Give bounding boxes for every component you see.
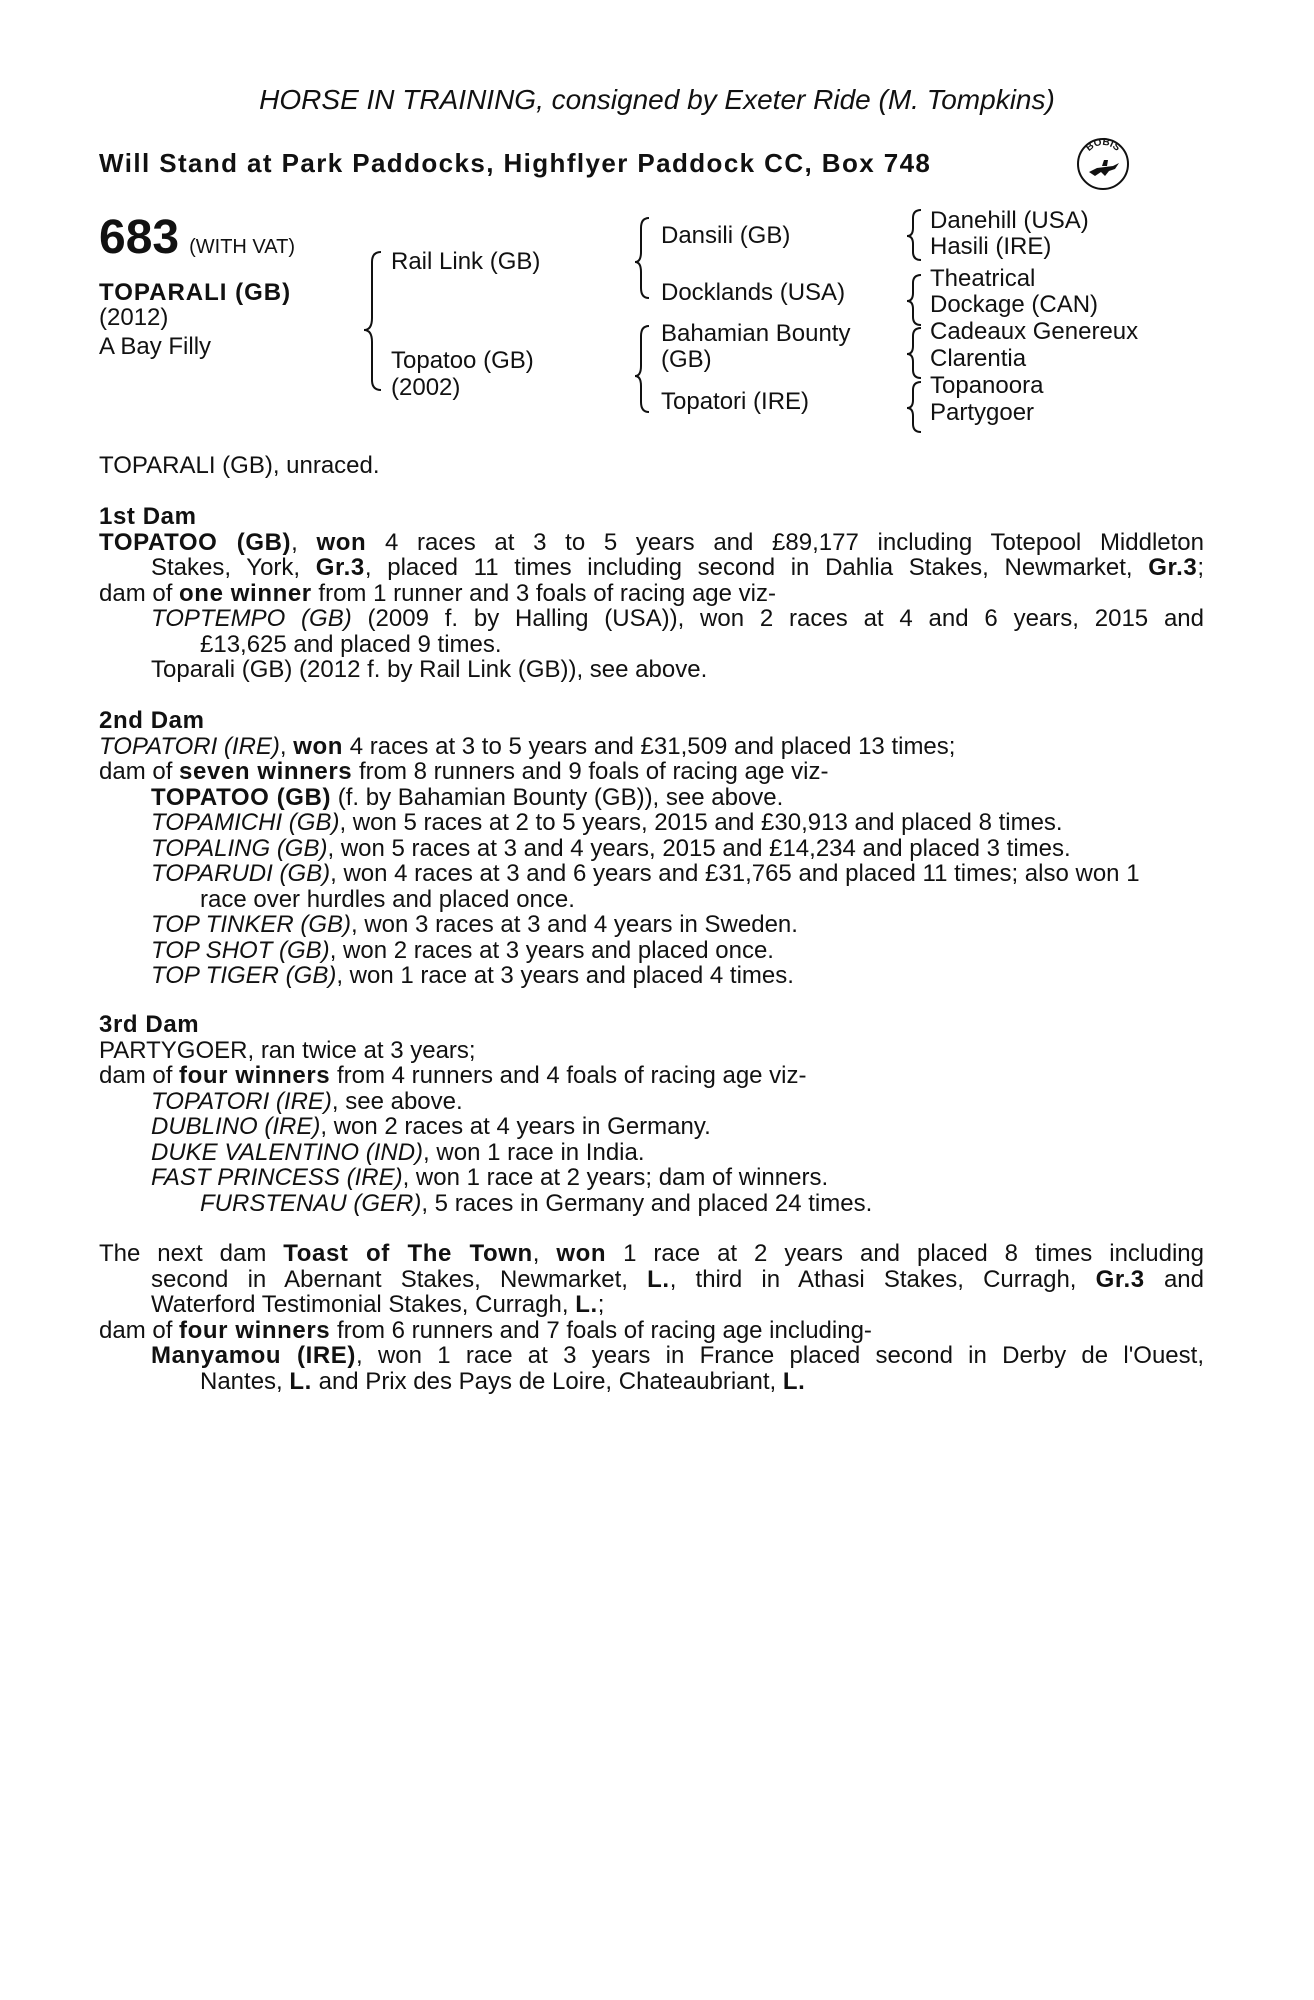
dam-name: TOPATOO (GB): [99, 528, 292, 556]
pedigree-dam: Topatoo (GB): [391, 347, 534, 374]
pedigree-sire-sire: Dansili (GB): [661, 222, 791, 249]
third-dam-section: 3rd Dam PARTYGOER, ran twice at 3 years; dam of four winners from 4 runners and 4 foals of racing age viz- TOPATORI (IRE), see above. DUBLINO (IRE), won 2 races at 4 years in Germany. DUKE VALENTINO (IND), won 1 race in India. FAST PRINCESS (IRE), won 1 race at 2 years; dam of winners. FURSTENAU (GER), 5 races in Germany and placed 24 times.: [99, 1012, 1204, 1216]
pedigree-g6: Clarentia: [930, 345, 1027, 372]
lot-vat: (WITH VAT): [189, 236, 295, 258]
offspring-name: TOPTEMPO (GB): [151, 605, 352, 632]
pedigree-g2: Hasili (IRE): [930, 233, 1052, 260]
lot-number: 683: [99, 211, 180, 264]
third-dam-heading: 3rd Dam: [99, 1011, 200, 1038]
horse-year: (2012): [99, 304, 169, 331]
next-dam-section: The next dam Toast of The Town, won 1 race at 2 years and placed 8 times including second in Abernant Stakes, Newmarket, L., third in Athasi Stakes, Curragh, Gr.3 and Waterford Testimonial Stakes, Curragh, L.; dam of four winners from 6 runners and 7 foals of racing age including- Manyamou (IRE), won 1 race at 3 years in France placed second in Derby de l'Ouest, Nantes, L. and Prix des Pays de Loire, Chateaubriant, L.: [99, 1240, 1204, 1395]
first-dam-section: 1st Dam TOPATOO (GB), won 4 races at 3 to 5 years and £89,177 including Totepool Middleton Stakes, York, Gr.3, placed 11 times including second in Dahlia Stakes, Newmarket, Gr.3; dam of one winner from 1 runner and 3 foals of racing age viz- TOPTEMPO (GB) (2009 f. by Halling (USA)), won 2 races at 4 and 6 years, 2015 and £13,625 and placed 9 times. Toparali (GB) (2012 f. by Rail Link (GB)), see above.: [99, 503, 1205, 683]
pedigree-g8: Partygoer: [930, 399, 1035, 426]
pedigree-dam-sire-country: (GB): [661, 346, 712, 373]
first-dam-heading: 1st Dam: [99, 503, 197, 530]
pedigree-sire: Rail Link (GB): [391, 248, 541, 275]
unraced-note: TOPARALI (GB), unraced.: [99, 452, 380, 479]
horse-description: A Bay Filly: [99, 333, 212, 360]
pedigree-g4: Dockage (CAN): [930, 291, 1099, 318]
second-dam-section: 2nd Dam TOPATORI (IRE), won 4 races at 3 to 5 years and £31,509 and placed 13 times; dam of seven winners from 8 runners and 9 foals of racing age viz- TOPATOO (GB) (f. by Bahamian Bounty (GB)), see above. TOPAMICHI (GB), won 5 races at 2 to 5 years, 2015 and £30,913 and placed 8 times. TOPALING (GB), won 5 races at 3 and 4 years, 2015 and £14,234 and placed 3 times. TOPARUDI (GB), won 4 races at 3 and 6 years and £31,765 and placed 11 times; also won 1 race over hurdles and placed once. TOP TINKER (GB), won 3 races at 3 and 4 years in Sweden. TOP SHOT (GB), won 2 races at 3 years and placed once. TOP TIGER (GB), won 1 race at 3 years and placed 4 times.: [99, 708, 1204, 989]
catalogue-header: HORSE IN TRAINING, consigned by Exeter Ride (M. Tompkins): [259, 84, 1055, 115]
pedigree-dam-sire: Bahamian Bounty: [661, 320, 851, 347]
second-dam-heading: 2nd Dam: [99, 707, 205, 734]
logo-text: BOBIS: [1083, 136, 1123, 154]
pedigree-g1: Danehill (USA): [930, 207, 1089, 234]
pedigree-dam-dam: Topatori (IRE): [661, 388, 810, 415]
pedigree-g3: Theatrical: [930, 265, 1036, 292]
pedigree-braces: [0, 0, 1314, 440]
pedigree-g7: Topanoora: [930, 372, 1044, 399]
pedigree-sire-dam: Docklands (USA): [661, 279, 846, 306]
horse-name: TOPARALI (GB): [99, 279, 292, 306]
pedigree-dam-year: (2002): [391, 374, 461, 401]
stand-location: Will Stand at Park Paddocks, Highflyer Paddock CC, Box 748: [99, 148, 932, 178]
pedigree-g5: Cadeaux Genereux: [930, 318, 1139, 345]
